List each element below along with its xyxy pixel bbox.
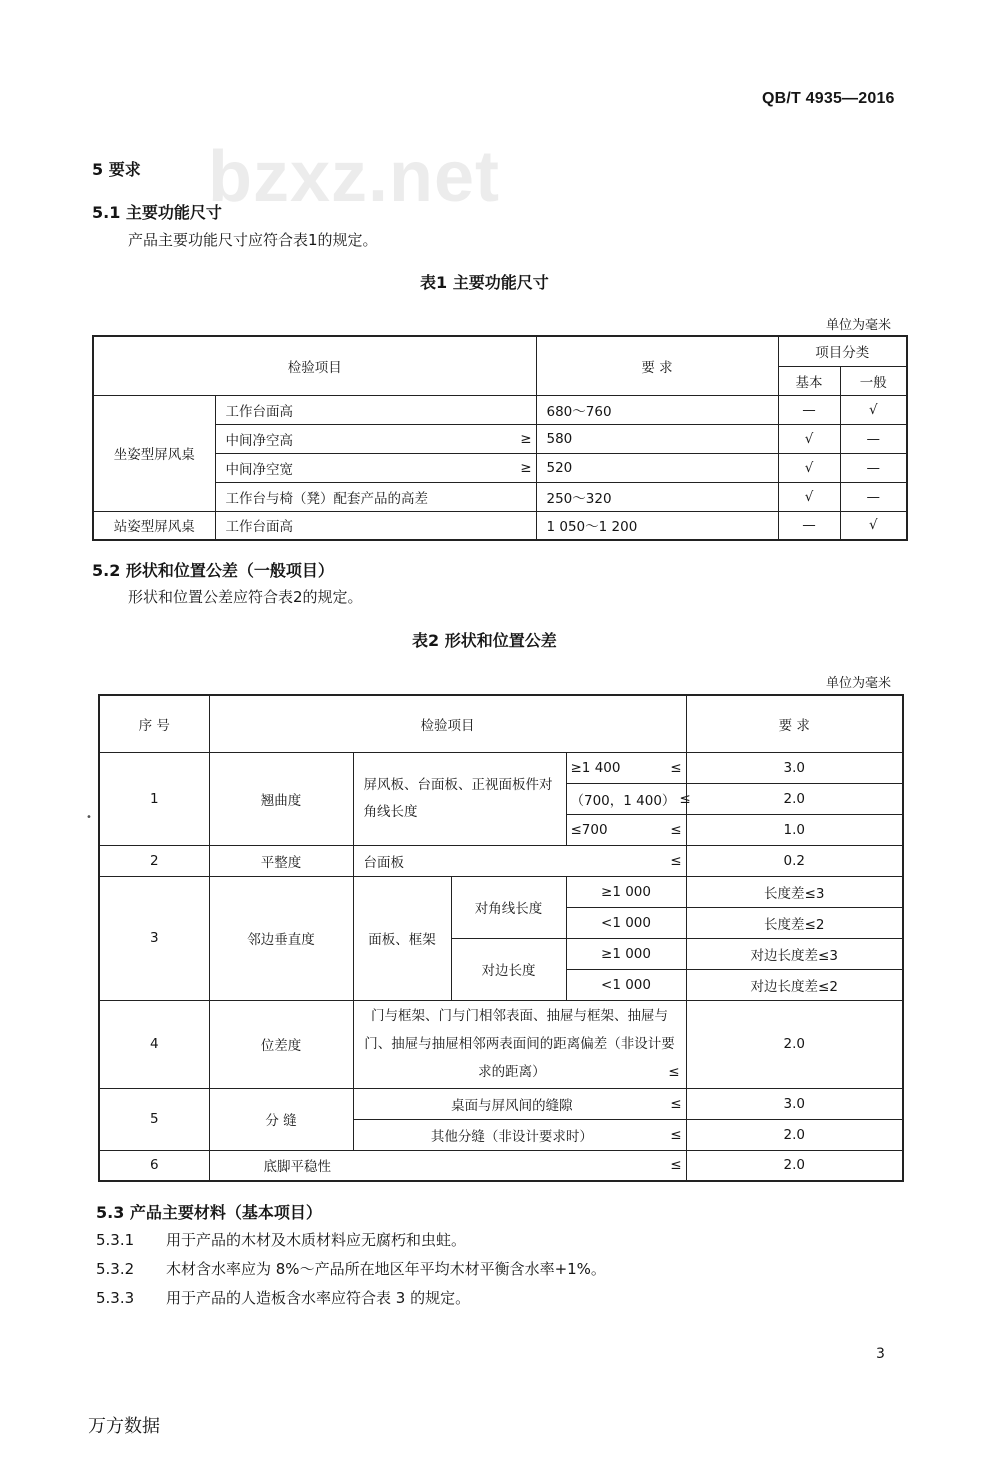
t1-req: 580 [536, 424, 778, 453]
t1-group-seated: 坐姿型屏风桌 [93, 395, 215, 511]
t1-group-standing: 站姿型屏风桌 [93, 511, 215, 540]
t1-general: — [840, 453, 907, 482]
t2-no: 2 [99, 845, 209, 876]
t2-relation: ≤ [670, 1157, 682, 1174]
t2-cond-cell [566, 814, 686, 845]
t1-general: — [840, 482, 907, 511]
t1-req: 680～760 [536, 395, 778, 424]
clause-number: 5.3.1 [96, 1231, 135, 1249]
t1-header-basic: 基本 [778, 366, 840, 395]
t1-basic: — [778, 395, 840, 424]
t1-req: 520 [536, 453, 778, 482]
t2-part: 台面板 [363, 854, 404, 871]
t1-basic: √ [778, 482, 840, 511]
t2-name: 平整度 [209, 845, 353, 876]
document-code: QB/T 4935—2016 [762, 90, 895, 107]
t2-cond-cell [566, 783, 691, 814]
t2-part-cell [353, 845, 686, 876]
t2-desc: 桌面与屏风间的缝隙 [451, 1097, 573, 1114]
section-5-3-heading: 5.3 产品主要材料（基本项目） [96, 1203, 322, 1222]
t2-cond: <1 000 [566, 907, 686, 938]
footer-source: 万方数据 [88, 1416, 160, 1437]
clause-text: 用于产品的人造板含水率应符合表 3 的规定。 [166, 1289, 471, 1307]
table-2-unit: 单位为毫米 [826, 676, 892, 691]
t1-general: — [840, 424, 907, 453]
clause-5-3-1 [96, 1229, 466, 1250]
t2-req: 2.0 [686, 783, 903, 814]
table-row [99, 876, 903, 907]
t1-req: 250～320 [536, 482, 778, 511]
t2-req: 0.2 [686, 845, 903, 876]
t1-relation: ≥ [520, 430, 532, 447]
t2-diagonal-label: 对角线长度 [451, 876, 566, 938]
t1-req: 1 050～1 200 [536, 511, 778, 540]
t2-name-cell [209, 1150, 686, 1181]
watermark: bzxz.net [208, 137, 501, 217]
t1-basic: √ [778, 424, 840, 453]
t2-req: 对边长度差≤2 [686, 969, 903, 1000]
t2-desc: 其他分缝（非设计要求时） [430, 1128, 593, 1145]
t2-header-item: 检验项目 [209, 695, 686, 752]
t1-general: √ [840, 511, 907, 540]
section-5-1-heading: 5.1 主要功能尺寸 [92, 203, 222, 222]
t2-header-no: 序 号 [99, 695, 209, 752]
table-row [99, 1150, 903, 1181]
page-number: 3 [876, 1346, 885, 1362]
section-5-2-text: 形状和位置公差应符合表2的规定。 [128, 588, 363, 606]
t2-relation: ≤ [670, 821, 682, 838]
t2-cond: ≤700 [570, 821, 608, 838]
t2-no: 5 [99, 1088, 209, 1150]
t2-req: 3.0 [686, 1088, 903, 1119]
table-row [93, 424, 907, 453]
table-row [93, 511, 907, 540]
t1-item-cell [215, 453, 536, 482]
t2-desc: 门与框架、门与门相邻表面、抽屉与框架、抽屉与门、抽屉与抽屉相邻两表面间的距离偏差（非设计要求的距离） [364, 1008, 675, 1080]
clause-5-3-3 [96, 1287, 470, 1308]
section-5-heading: 5 要求 [92, 160, 141, 179]
t2-req: 长度差≤2 [686, 907, 903, 938]
table-row [93, 395, 907, 424]
t2-name: 分 缝 [209, 1088, 353, 1150]
table-1 [92, 335, 908, 541]
t1-basic: — [778, 511, 840, 540]
t2-cond: ≥1 000 [566, 938, 686, 969]
t1-item: 工作台面高 [215, 511, 536, 540]
t2-cond: ≥1 000 [566, 876, 686, 907]
table-2 [98, 694, 904, 1182]
table-row [93, 453, 907, 482]
table-row [99, 1088, 903, 1119]
table-row [99, 845, 903, 876]
t2-cond: （700，1 400） [570, 792, 676, 809]
t2-req: 3.0 [686, 752, 903, 783]
t2-relation: ≤ [679, 790, 691, 807]
table-1-caption: 表1 主要功能尺寸 [420, 273, 549, 292]
t1-header-category: 项目分类 [778, 336, 907, 366]
t1-header-general: 一般 [840, 366, 907, 395]
scan-speck: • [86, 812, 92, 823]
t1-header-item: 检验项目 [93, 336, 536, 395]
section-5-2-heading: 5.2 形状和位置公差（一般项目） [92, 561, 334, 580]
t2-cond: <1 000 [566, 969, 686, 1000]
t2-no: 1 [99, 752, 209, 845]
t1-item: 中间净空高 [225, 432, 293, 449]
t2-req: 长度差≤3 [686, 876, 903, 907]
t2-relation: ≤ [670, 852, 682, 869]
t2-part: 面板、框架 [353, 876, 451, 1000]
t2-desc-cell [353, 1088, 686, 1119]
t2-cond: ≥1 400 [570, 759, 621, 776]
t2-req: 1.0 [686, 814, 903, 845]
clause-text: 木材含水率应为 8%～产品所在地区年平均木材平衡含水率+1%。 [166, 1260, 606, 1278]
table-row [99, 1000, 903, 1088]
t2-relation: ≤ [668, 1064, 680, 1080]
clause-text: 用于产品的木材及木质材料应无腐朽和虫蛀。 [166, 1231, 467, 1249]
section-5-1-text: 产品主要功能尺寸应符合表1的规定。 [128, 231, 378, 249]
t1-item: 工作台与椅（凳）配套产品的高差 [215, 482, 536, 511]
clause-number: 5.3.2 [96, 1260, 135, 1278]
t2-name: 邻边垂直度 [209, 876, 353, 1000]
table-1-unit: 单位为毫米 [826, 318, 892, 333]
table-2-caption: 表2 形状和位置公差 [412, 631, 557, 650]
t2-cond-cell [566, 752, 686, 783]
clause-number: 5.3.3 [96, 1289, 135, 1307]
t2-desc-cell [353, 1000, 686, 1088]
t2-req: 对边长度差≤3 [686, 938, 903, 969]
t1-item: 中间净空宽 [225, 461, 293, 478]
t1-item-cell [215, 424, 536, 453]
t2-part: 屏风板、台面板、正视面板件对角线长度 [353, 752, 566, 845]
t2-req: 2.0 [686, 1119, 903, 1150]
t2-relation: ≤ [670, 759, 682, 776]
clause-5-3-2 [96, 1258, 606, 1279]
t2-relation: ≤ [670, 1095, 682, 1112]
t1-header-req: 要 求 [536, 336, 778, 395]
table-row [99, 752, 903, 783]
t2-header-req: 要 求 [686, 695, 903, 752]
t2-name: 底脚平稳性 [263, 1159, 331, 1176]
t2-req: 2.0 [686, 1000, 903, 1088]
t1-general: √ [840, 395, 907, 424]
t1-basic: √ [778, 453, 840, 482]
t2-name: 翘曲度 [209, 752, 353, 845]
t2-req: 2.0 [686, 1150, 903, 1181]
table-row [93, 482, 907, 511]
t2-no: 3 [99, 876, 209, 1000]
t2-desc-cell [353, 1119, 686, 1150]
t2-no: 4 [99, 1000, 209, 1088]
t2-no: 6 [99, 1150, 209, 1181]
t1-item: 工作台面高 [215, 395, 536, 424]
t2-name: 位差度 [209, 1000, 353, 1088]
t1-relation: ≥ [520, 459, 532, 476]
t2-side-label: 对边长度 [451, 938, 566, 1000]
t2-relation: ≤ [670, 1126, 682, 1143]
